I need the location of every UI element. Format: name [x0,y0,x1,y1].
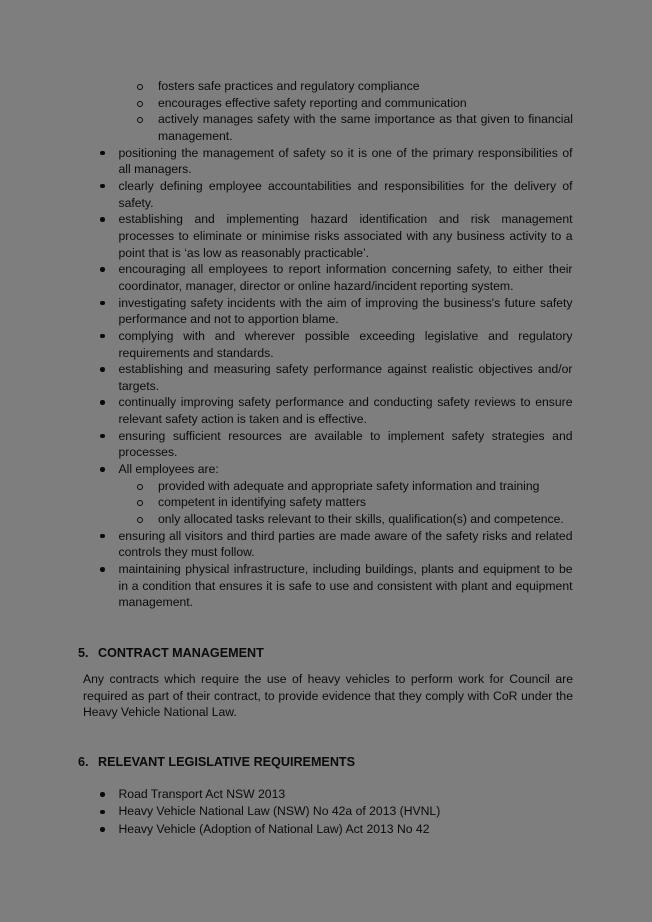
bullet-text: ensuring all visitors and third parties are made aware of the safety risks and related controls they must follow. [118,528,573,560]
disc-bullet-icon [100,184,105,189]
bullet-text: encouraging all employees to report information concerning safety, to either their coordinator, manager, director or online hazard/incident reporting system. [118,262,573,293]
bullet-item [0,561,652,611]
bullet-item [0,528,652,561]
bullet-item [0,428,652,461]
disc-bullet-icon [100,827,105,832]
circle-bullet-icon [137,84,143,90]
sub-bullet-item [0,511,652,528]
sub-bullet-item [0,95,652,112]
bullet-text: continually improving safety performance and conducting safety reviews to ensure relevant safety action is taken and is effective. [118,395,573,427]
sub-bullet-item [0,111,652,144]
disc-bullet-icon [100,467,105,472]
legislation-list [0,786,652,839]
disc-bullet-icon [100,151,105,156]
bullet-item [0,178,652,211]
disc-bullet-icon [100,400,105,405]
disc-bullet-icon [100,434,105,439]
disc-bullet-icon [100,367,105,372]
bullet-item [0,394,652,427]
bullet-text: establishing and measuring safety performance against realistic objectives and/or targets. [118,362,573,393]
bullet-text: ensuring sufficient resources are available to implement safety strategies and processes. [118,428,573,460]
bullet-text: complying with and wherever possible exceeding legislative and regulatory requirements and standards. [118,328,573,360]
bullet-text: clearly defining employee accountabilities and responsibilities for the delivery of safety. [118,178,573,210]
disc-bullet-icon [100,334,105,339]
sub-bullet-text: actively manages safety with the same importance as that given to financial management. [158,112,573,143]
disc-bullet-icon [100,267,105,272]
bullet-text: establishing and implementing hazard identification and risk management processes to eliminate or minimise risks associated with any business activity to a point that is ‘as low as reasonably practicable’. [118,212,573,260]
section-heading-contract-management [0,645,652,662]
sub-bullet-text: fosters safe practices and regulatory compliance [158,79,420,93]
sub-bullet-item [0,78,652,95]
bullet-item [0,361,652,394]
sub-bullet-item [0,494,652,511]
sub-bullet-text: provided with adequate and appropriate safety information and training [158,478,540,493]
circle-bullet-icon [137,484,143,490]
bullet-text: maintaining physical infrastructure, including buildings, plants and equipment to be in a condition that ensures it is safe to use and consistent with plant and equipment management. [118,562,573,610]
sub-bullet-text: encourages effective safety reporting and communication [158,95,467,110]
bullet-item [0,821,652,839]
disc-bullet-icon [100,301,105,306]
circle-bullet-icon [137,117,143,123]
circle-bullet-icon [137,500,143,506]
contract-management-paragraph: Any contracts which require the use of heavy vehicles to perform work for Council are required as part of their contract, to provide evidence that they comply with CoR under the Heavy Vehicle National Law. [83,672,573,720]
disc-bullet-icon [100,792,105,797]
bullet-text: Road Transport Act NSW 2013 [118,786,286,801]
bullet-item [0,211,652,261]
sub-bullet-item [0,478,652,495]
bullet-item [0,461,652,478]
bullet-text: investigating safety incidents with the aim of improving the business's future safety performance and not to apportion blame. [118,295,573,327]
section-heading-legislative-requirements [0,754,652,771]
bullet-item [0,145,652,178]
section-number: 5. [78,646,89,660]
sub-bullet-text: competent in identifying safety matters [158,495,366,510]
section-title: CONTRACT MANAGEMENT [98,646,264,660]
sub-bullet-text: only allocated tasks relevant to their skills, qualification(s) and competence. [158,512,564,527]
section-number: 6. [78,754,89,769]
circle-bullet-icon [137,517,143,523]
bullet-text: Heavy Vehicle National Law (NSW) No 42a of 2013 (HVNL) [118,804,441,819]
bullet-text: positioning the management of safety so it is one of the primary responsibilities of all managers. [118,145,573,177]
disc-bullet-icon [100,534,105,539]
disc-bullet-icon [100,810,105,815]
bullet-item [0,328,652,361]
bullet-text: All employees are: [118,462,219,477]
disc-bullet-icon [100,217,105,222]
bullet-item [0,803,652,821]
section-title: RELEVANT LEGISLATIVE REQUIREMENTS [98,754,356,769]
bullet-text: Heavy Vehicle (Adoption of National Law) Act 2013 No 42 [118,821,430,836]
disc-bullet-icon [100,567,105,572]
bullet-item [0,786,652,804]
bullet-item [0,295,652,328]
bullet-item [0,261,652,294]
circle-bullet-icon [137,101,143,107]
